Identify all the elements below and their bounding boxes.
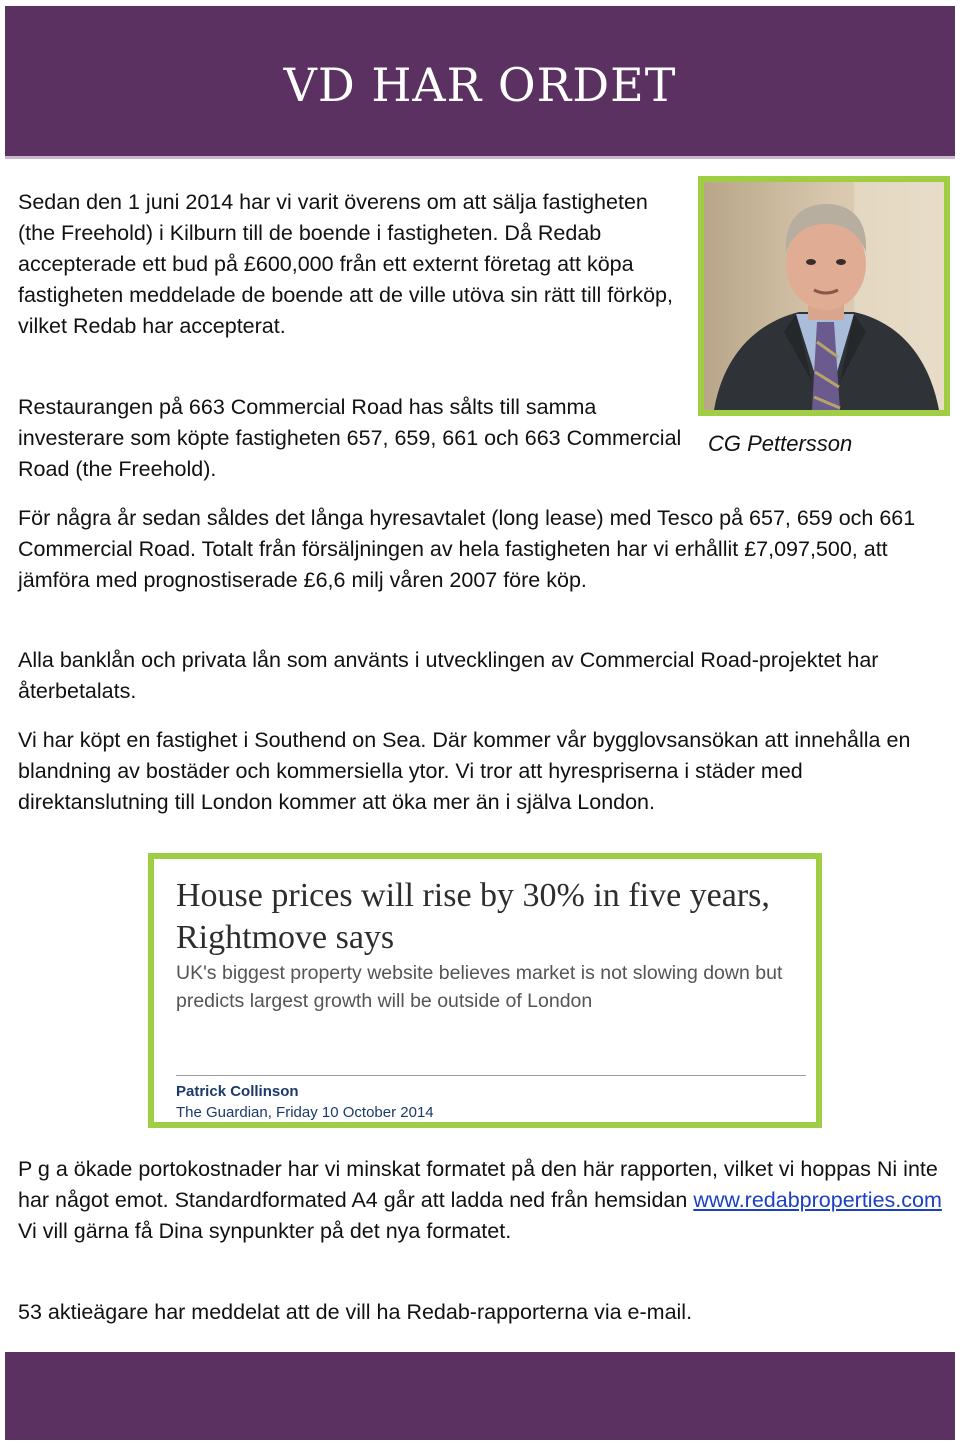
footer-band bbox=[5, 1352, 955, 1440]
news-clipping bbox=[148, 853, 822, 1128]
paragraph-format-change bbox=[18, 1154, 943, 1247]
paragraph-southend: Vi har köpt en fastighet i Southend on Sea. Där kommer vår bygglovsansökan att innehålla en blandning av bostäder och kommersiella ytor. Vi tror att hyrespriserna i städer med direktanslutning till London kommer att öka mer än i själva London. bbox=[18, 728, 911, 814]
portrait-illustration bbox=[704, 182, 944, 410]
header-band bbox=[5, 6, 955, 159]
clipping-standfirst: UK's biggest property website believes market is not slowing down but predicts largest growth will be outside of London bbox=[176, 962, 783, 1012]
portrait-photo bbox=[698, 176, 950, 416]
paragraph-restaurant-sale: Restaurangen på 663 Commercial Road has sålts till samma investerare som köpte fastigheten 657, 659, 661 och 663 Commercial Road (the Freehold). bbox=[18, 395, 682, 481]
paragraph-loans-repaid: Alla banklån och privata lån som använts i utvecklingen av Commercial Road-projektet har återbetalats. bbox=[18, 648, 879, 703]
photo-caption: CG Pettersson bbox=[708, 431, 853, 456]
clipping-author: Patrick Collinson bbox=[176, 1083, 299, 1100]
paragraph-kilburn-sale: Sedan den 1 juni 2014 har vi varit överens om att sälja fastigheten (the Freehold) i Kilburn till de boende i fastigheten. Då Redab accepterade ett bud på £600,000 från ett externt företag att köpa fastigheten meddelade de boende att de ville utöva sin rätt till förköp, vilket Redab har accepterat. bbox=[18, 190, 673, 338]
clipping-source: The Guardian, Friday 10 October 2014 bbox=[176, 1104, 434, 1121]
page-title: VD HAR ORDET bbox=[283, 58, 677, 112]
format-text-before: P g a ökade portokostnader har vi minskat formatet på den här rapporten, vilket vi hoppas Ni inte har något emot. Standardformated A4 går att ladda ned från hemsidan bbox=[18, 1157, 938, 1212]
clipping-headline: House prices will rise by 30% in five years, Rightmove says bbox=[176, 877, 770, 956]
paragraph-email-reports: 53 aktieägare har meddelat att de vill ha Redab-rapporterna via e-mail. bbox=[18, 1300, 693, 1324]
clipping-divider bbox=[176, 1075, 806, 1076]
website-link[interactable]: www.redabproperties.com bbox=[693, 1188, 942, 1212]
paragraph-tesco-lease: För några år sedan såldes det långa hyresavtalet (long lease) med Tesco på 657, 659 och 661 Commercial Road. Totalt från försäljningen av hela fastigheten har vi erhållit £7,097,500, att jämföra med prognostiserade £6,6 milj våren 2007 före köp. bbox=[18, 506, 916, 592]
format-text-after: Vi vill gärna få Dina synpunkter på det nya formatet. bbox=[18, 1219, 512, 1243]
